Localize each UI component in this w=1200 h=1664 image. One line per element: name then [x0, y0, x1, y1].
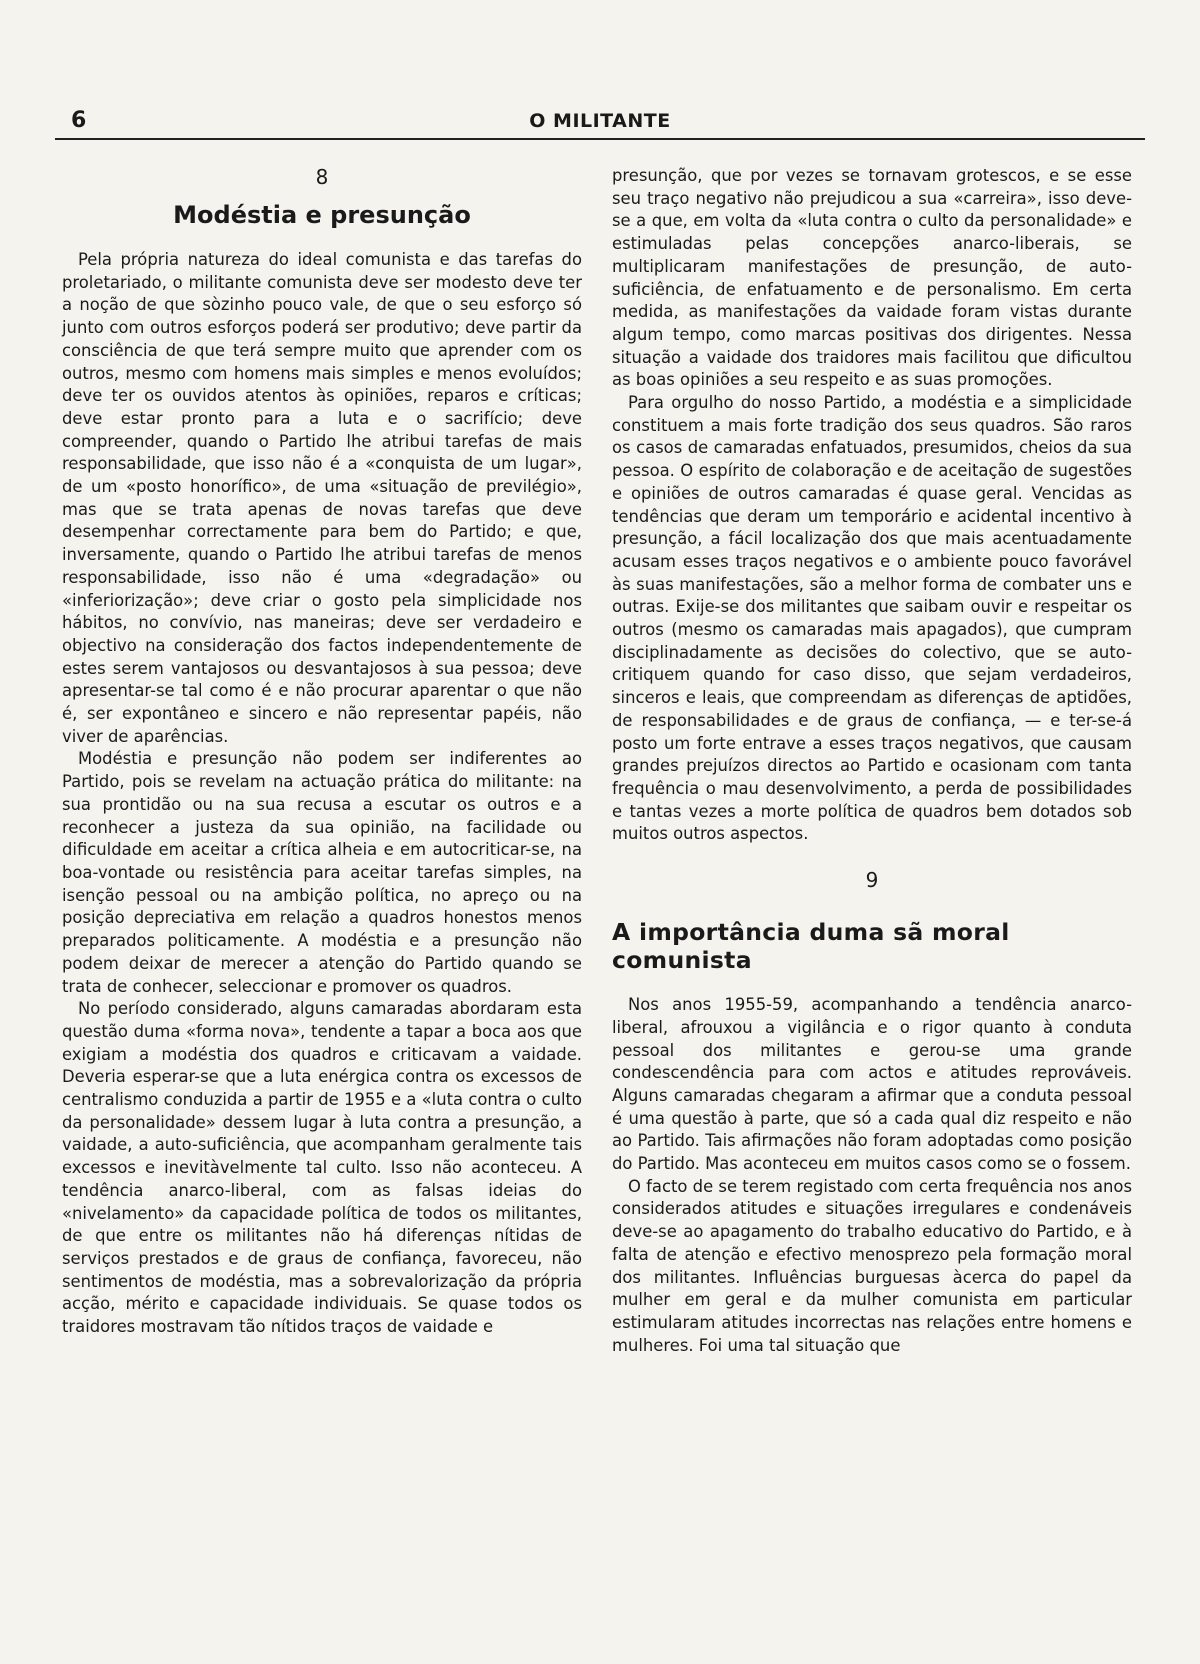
left-column [62, 165, 582, 1339]
paragraph: No período considerado, alguns camaradas abordaram esta questão duma «forma nova», tendente a tapar a boca aos que exigiam a modéstia dos quadros e criticavam a vaidade. Deveria esperar-se que a luta enérgica contra os excessos de centralismo conduzida a partir de 1955 e a «luta contra o culto da personalidade» dessem lugar à luta contra a presunção, a vaidade, a auto-suficiência, que acompanham geralmente tais excessos e inevitàvelmente tal culto. Isso não aconteceu. A tendência anarco-liberal, com as falsas ideias do «nivelamento» da capacidade política de todos os militantes, de que entre os militantes não há diferenças nítidas de serviços prestados e de graus de confiança, favoreceu, não sentimentos de modéstia, mas a sobrevalorização da própria acção, mérito e capacidade individuais. Se quase todos os traidores mostravam tão nítidos traços de vaidade e [62, 999, 582, 1337]
section-title: A importância duma sã moral comunista [612, 918, 1010, 975]
journal-title: O MILITANTE [529, 110, 671, 132]
paragraph: Modéstia e presunção não podem ser indiferentes ao Partido, pois se revelam na actuação prática do militante: na sua prontidão ou na sua recusa a escutar os outros e a reconhecer a justeza da sua opinião, na facilidade ou dificuldade em aceitar a crítica alheia e em autocriticar-se, na boa-vontade ou resistência para aceitar tarefas simples, na isenção pessoal ou na ambição política, no apreço ou na posição depreciativa em relação a quadros honestos menos preparados politicamente. A modéstia e a presunção não podem deixar de merecer a atenção do Partido quando se trata de conhecer, seleccionar e promover os quadros. [62, 749, 582, 996]
paragraph: Nos anos 1955-59, acompanhando a tendência anarco-liberal, afrouxou a vigilância e o rigor quanto à conduta pessoal dos militantes e gerou-se uma grande condescendência para com actos e atitudes reprováveis. Alguns camaradas chegaram a afirmar que a conduta pessoal é uma questão à parte, que só a cada qual diz respeito e não ao Partido. Tais afirmações não foram adoptadas como posição do Partido. Mas aconteceu em muitos casos como se o fossem. [612, 995, 1132, 1174]
paragraph: Para orgulho do nosso Partido, a modéstia e a simplicidade constituem a mais forte tradição dos seus quadros. São raros os casos de camaradas enfatuados, presumidos, cheios da sua pessoa. O espírito de colaboração e de aceitação de sugestões e opiniões de outros camaradas é quase geral. Vencidas as tendências que deram um temporário e acidental incentivo à presunção, a fácil localização dos que mais acentuadamente acusam esses traços negativos e o ambiente pouco favorável às suas manifestações, são a melhor forma de combater uns e outras. Exije-se dos militantes que saibam ouvir e respeitar os outros (mesmo os camaradas mais apagados), que cumpram disciplinadamente as decisões do colectivo, que se auto-critiquem quando for caso disso, que sejam verdadeiros, sinceros e leais, que compreendam as diferenças de aptidões, de responsabilidades e de graus de confiança, — e ter-se-á posto um forte entrave a esses traços negativos, que causam grandes prejuízos directos ao Partido e ocasionam com tanta frequência o mau desenvolvimento, a perda de possibilidades e tantas vezes a morte política de quadros bem dotados sob muitos outros aspectos. [612, 393, 1132, 844]
page-header [55, 108, 1145, 140]
paragraph: O facto de se terem registado com certa frequência nos anos considerados atitudes e situações irregulares e condenáveis deve-se ao apagamento do trabalho educativo do Partido, e à falta de atenção e efectivo menosprezo pela formação moral dos militantes. Influências burguesas àcerca do papel da mulher em geral e da mulher comunista em particular estimularam atitudes incorrectas nas relações entre homens e mulheres. Foi uma tal situação que [612, 1176, 1132, 1355]
right-column [612, 165, 1132, 1357]
page-number: 6 [71, 108, 87, 133]
section-title: Modéstia e presunção [173, 201, 471, 229]
section-number: 8 [315, 165, 329, 189]
section-number: 9 [865, 868, 879, 893]
paragraph: Pela própria natureza do ideal comunista e das tarefas do proletariado, o militante comunista deve ser modesto deve ter a noção de que sòzinho pouco vale, de que o seu esforço só junto com outros esforços poderá ser produtivo; deve partir da consciência de que terá sempre muito que aprender com os outros, mesmo com homens mais simples e menos evoluídos; deve ter os ouvidos atentos às opiniões, reparos e críticas; deve estar pronto para a luta e o sacrifício; deve compreender, quando o Partido lhe atribui tarefas de mais responsabilidade, que isso não é a «conquista de um lugar», de um «posto honorífico», de uma «situação de previlégio», mas que se trata apenas de novas tarefas que deve desempenhar correctamente para bem do Partido; e que, inversamente, quando o Partido lhe atribui tarefas de menos responsabilidade, isso não é uma «degradação» ou «inferiorização»; deve criar o gosto pela simplicidade nos hábitos, no convívio, nas maneiras; deve ser verdadeiro e objectivo na consideração dos factos independentemente de estes serem vantajosos ou desvantajosos à sua pessoa; deve apresentar-se tal como é e não procurar aparentar o que não é, ser expontâneo e sincero e não representar papéis, não viver de aparências. [62, 250, 582, 746]
paragraph: presunção, que por vezes se tornavam grotescos, e se esse seu traço negativo não prejudicou a sua «carreira», isso deve-se a que, em volta da «luta contra o culto da personalidade» e estimuladas pelas concepções anarco-liberais, se multiplicaram manifestações de presunção, de auto-suficiência, de enfatuamento e de personalismo. Em certa medida, as manifestações da vaidade foram vistas durante algum tempo, como marcas positivas dos dirigentes. Nessa situação a vaidade dos traidores mais facilitou que dificultou as boas opiniões a seu respeito e as suas promoções. [612, 166, 1132, 390]
